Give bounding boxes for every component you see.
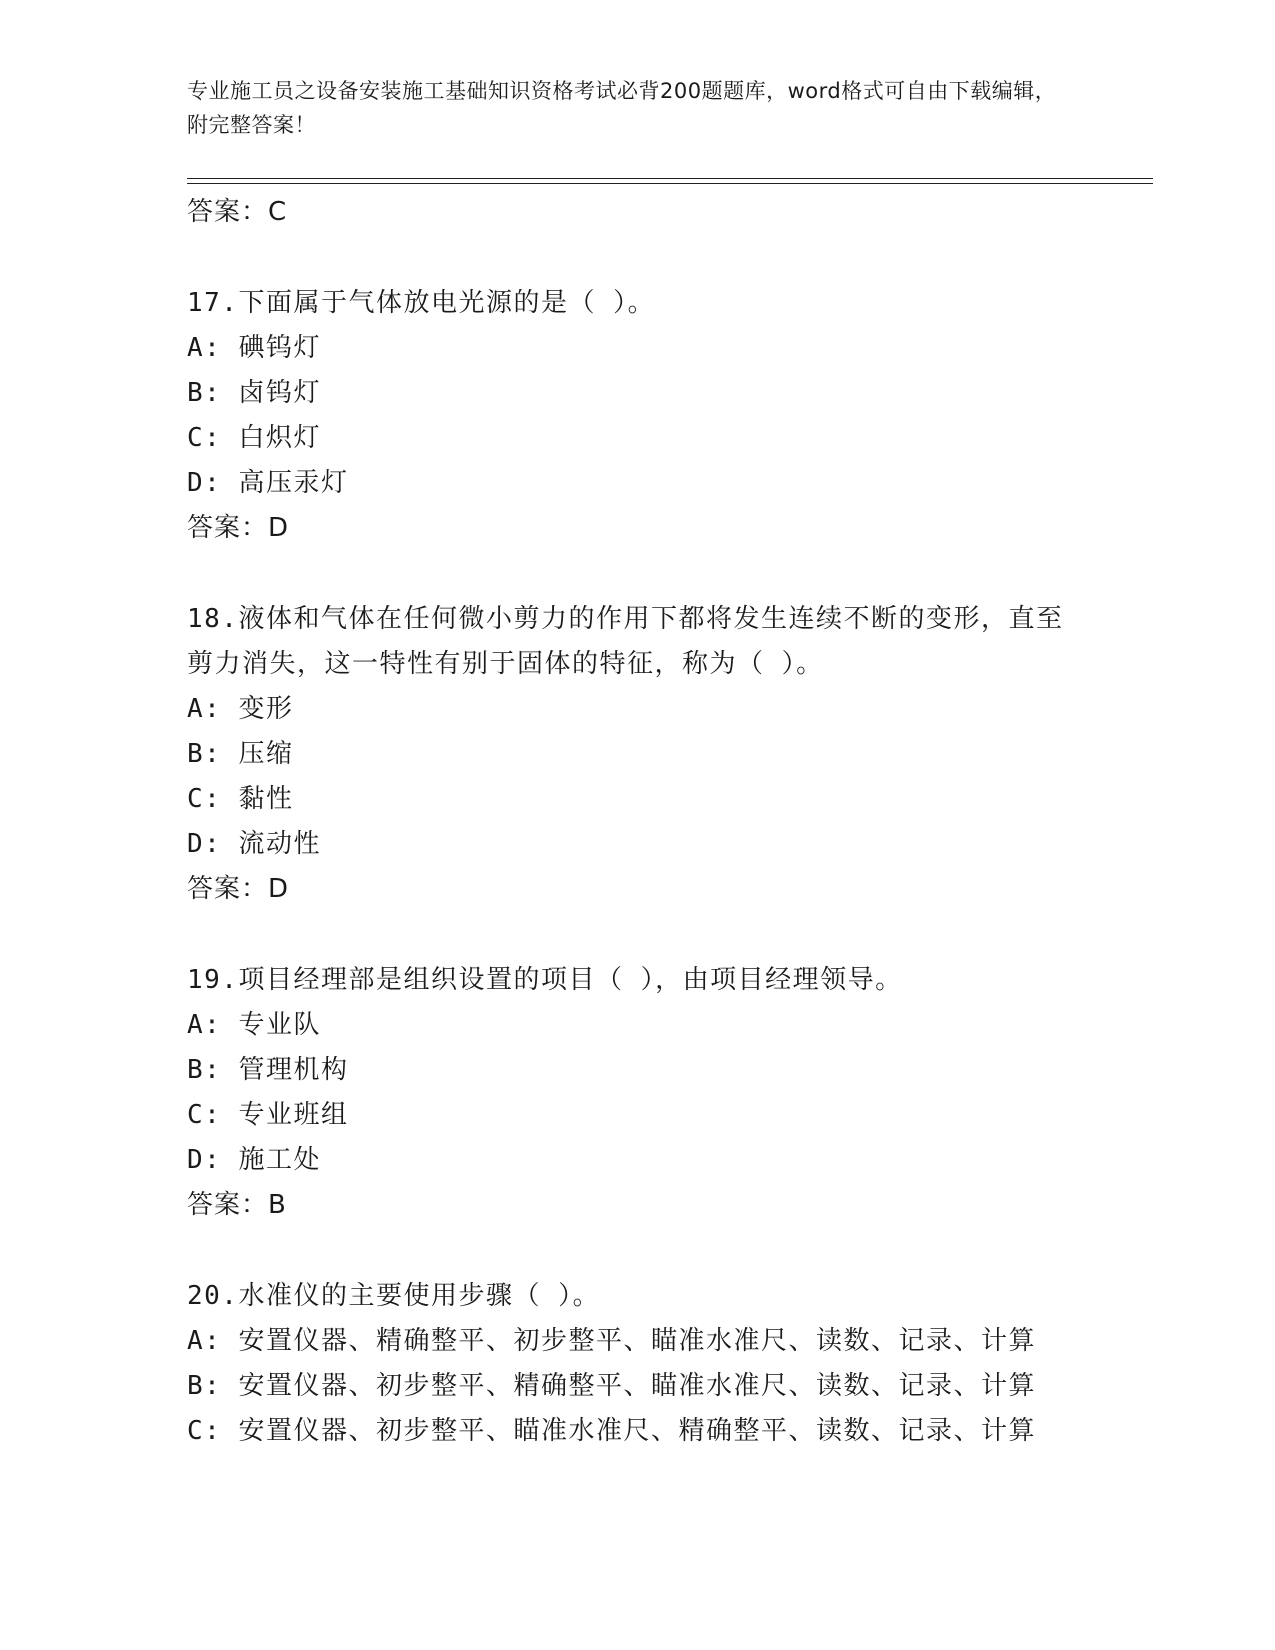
question-text: 19.项目经理部是组织设置的项目（ ），由项目经理领导。	[187, 965, 903, 995]
option-d: D: 施工处	[187, 1145, 321, 1175]
option-a: A: 变形	[187, 694, 294, 724]
answer-line: 答案：D	[187, 874, 290, 904]
option-c: C: 安置仪器、初步整平、瞄准水准尺、精确整平、读数、记录、计算	[187, 1416, 1036, 1446]
option-a: A: 专业队	[187, 1010, 321, 1040]
answer-line: 答案：C	[187, 197, 288, 227]
option-a: A: 安置仪器、精确整平、初步整平、瞄准水准尺、读数、记录、计算	[187, 1326, 1036, 1356]
option-c: C: 白炽灯	[187, 423, 321, 453]
question-list	[187, 190, 1087, 1454]
header-rule-bottom	[187, 183, 1153, 184]
answer-line: 答案：B	[187, 1190, 287, 1220]
option-c: C: 专业班组	[187, 1100, 349, 1130]
option-d: D: 高压汞灯	[187, 468, 349, 498]
option-b: B: 安置仪器、初步整平、精确整平、瞄准水准尺、读数、记录、计算	[187, 1371, 1036, 1401]
header-rule-top	[187, 178, 1153, 179]
document-header: 专业施工员之设备安装施工基础知识资格考试必背200题题库，word格式可自由下载编辑，附完整答案！	[187, 79, 1057, 137]
option-b: B: 管理机构	[187, 1055, 349, 1085]
option-b: B: 卤钨灯	[187, 378, 321, 408]
question-text: 17.下面属于气体放电光源的是（ ）。	[187, 288, 656, 318]
answer-line: 答案：D	[187, 513, 290, 543]
option-c: C: 黏性	[187, 784, 294, 814]
option-d: D: 流动性	[187, 829, 321, 859]
question-text: 18.液体和气体在任何微小剪力的作用下都将发生连续不断的变形，直至剪力消失，这一特性有别于固体的特征，称为（ ）。	[187, 604, 1064, 679]
question-text: 20.水准仪的主要使用步骤（ ）。	[187, 1281, 601, 1311]
option-a: A: 碘钨灯	[187, 333, 321, 363]
option-b: B: 压缩	[187, 739, 294, 769]
